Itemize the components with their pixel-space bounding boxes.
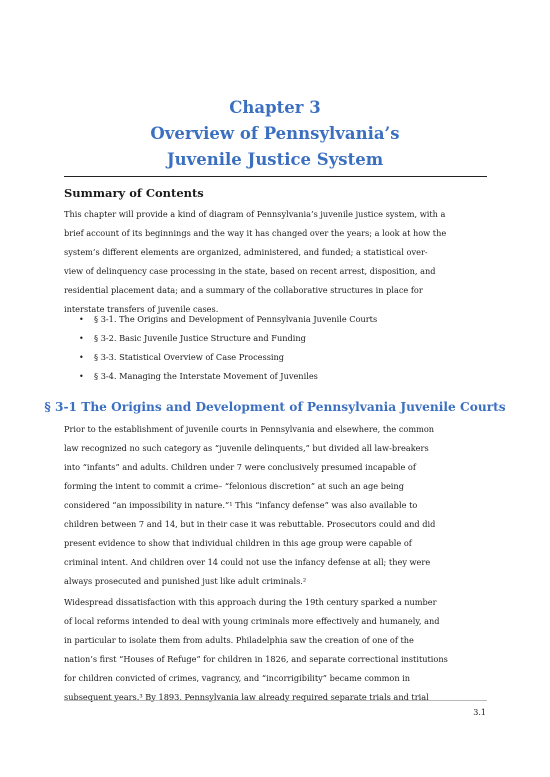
summary-line: interstate transfers of juvenile cases. [64, 304, 219, 314]
contents-item [79, 348, 377, 367]
footer-rule [64, 700, 487, 701]
body-line: subsequent years.³ By 1893, Pennsylvania law already required separate trials and trial [64, 692, 429, 702]
body-line: law recognized no such category as “juvenile delinquents,” but divided all law-breakers [64, 443, 429, 453]
chapter-title-line-1: Overview of Pennsylvania’s [150, 124, 400, 143]
page-number: 3.1 [473, 708, 486, 717]
body-line: present evidence to show that individual children in this age group were capable of [64, 538, 412, 548]
body-line: in particular to isolate them from adults. Philadelphia saw the creation of one of the [64, 635, 414, 645]
body-line: forming the intent to commit a crime– “felonious discretion” at such an age being [64, 481, 404, 491]
summary-line: view of delinquency case processing in the state, based on recent arrest, disposition, and [64, 266, 436, 276]
body-line: Widespread dissatisfaction with this approach during the 19th century sparked a number [64, 597, 437, 607]
section-paragraph-1 [64, 420, 494, 591]
bullet-icon: • [79, 315, 84, 324]
body-line: of local reforms intended to deal with young criminals more effectively and humanely, and [64, 616, 440, 626]
summary-line: system’s different elements are organized, administered, and funded; a statistical over- [64, 247, 428, 257]
bullet-icon: • [79, 334, 84, 343]
summary-heading: Summary of Contents [64, 186, 204, 200]
contents-item [79, 329, 377, 348]
contents-list [79, 310, 377, 386]
body-line: considered “an impossibility in nature.”¹ This “infancy defense” was also available to [64, 500, 418, 510]
contents-item-label: § 3-3. Statistical Overview of Case Processing [94, 352, 285, 362]
summary-line: brief account of its beginnings and the way it has changed over the years; a look at how the [64, 228, 447, 238]
body-line: always prosecuted and punished just like adult criminals.² [64, 576, 307, 586]
body-line: criminal intent. And children over 14 could not use the infancy defense at all; they were [64, 557, 431, 567]
contents-item [79, 367, 377, 386]
summary-line: This chapter will provide a kind of diagram of Pennsylvania’s juvenile justice system, with a [64, 209, 446, 219]
chapter-label: Chapter 3 [229, 98, 321, 117]
bullet-icon: • [79, 372, 84, 381]
body-line: children between 7 and 14, but in their case it was rebuttable. Prosecutors could and did [64, 519, 436, 529]
contents-item-label: § 3-1. The Origins and Development of Pennsylvania Juvenile Courts [94, 314, 378, 324]
body-line: Prior to the establishment of juvenile courts in Pennsylvania and elsewhere, the common [64, 424, 435, 434]
body-line: nation’s first “Houses of Refuge” for children in 1826, and separate correctional institutions [64, 654, 448, 664]
chapter-title-line-2: Juvenile Justice System [166, 150, 384, 169]
contents-item-label: § 3-4. Managing the Interstate Movement of Juveniles [94, 371, 318, 381]
bullet-icon: • [79, 353, 84, 362]
summary-paragraph [64, 205, 494, 319]
body-line: for children convicted of crimes, vagrancy, and “incorrigibility” became common in [64, 673, 411, 683]
summary-line: residential placement data; and a summary of the collaborative structures in place for [64, 285, 423, 295]
body-line: into “infants” and adults. Children under 7 were conclusively presumed incapable of [64, 462, 416, 472]
contents-item-label: § 3-2. Basic Juvenile Justice Structure and Funding [94, 333, 306, 343]
section-paragraph-2 [64, 593, 494, 707]
section-heading: § 3-1 The Origins and Development of Pennsylvania Juvenile Courts [44, 400, 506, 414]
title-rule [64, 176, 487, 177]
contents-item [79, 310, 377, 329]
